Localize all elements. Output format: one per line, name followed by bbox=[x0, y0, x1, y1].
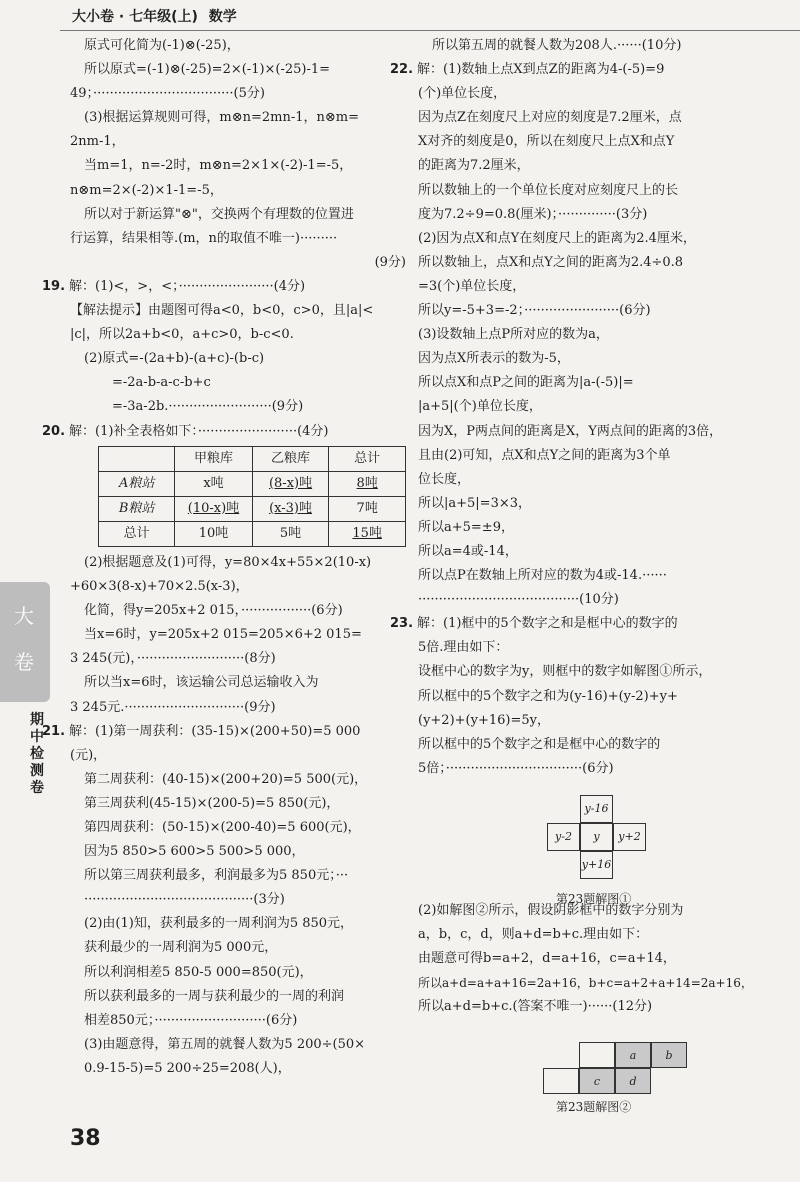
table-header-row: 甲粮库 乙粮库 总计 bbox=[99, 446, 406, 471]
question-23: 23. 解：(1)框中的5个数字之和是框中心的数字的 bbox=[418, 612, 794, 636]
question-number: 23. bbox=[390, 616, 414, 632]
cell-bottom: y+16 bbox=[580, 851, 613, 879]
text-line: 所以当x=6时，该运输公司总运输收入为 bbox=[84, 675, 319, 691]
cell-c: c bbox=[579, 1068, 615, 1094]
cell-center: y bbox=[580, 823, 613, 851]
text-line: 所以框中的5个数字之和为(y-16)+(y-2)+y+ bbox=[418, 688, 678, 704]
text-line: (2)根据题意及(1)可得，y=80×4x+55×2(10-x) bbox=[84, 554, 372, 570]
text-line: =-3a-2b.·························(9分) bbox=[112, 399, 304, 415]
text-line: 且由(2)可知，点X和点Y之间的距离为3个单 bbox=[418, 447, 671, 463]
table-row: B粮站 (10-x)吨 (x-3)吨 7吨 bbox=[99, 496, 406, 521]
page-header bbox=[72, 6, 243, 26]
table-row: A粮站 x吨 (8-x)吨 8吨 bbox=[99, 471, 406, 496]
text-line: (2)因为点X和点Y在刻度尺上的距离为2.4厘米， bbox=[418, 230, 696, 246]
text-line: 所以框中的5个数字之和是框中心的数字的 bbox=[418, 736, 661, 752]
side-tab-char: 大 bbox=[14, 604, 34, 628]
side-tab-char: 卷 bbox=[14, 650, 34, 674]
text-line: 由题意可得b=a+2，d=a+16，c=a+14， bbox=[418, 951, 676, 967]
text-line: 化简，得y=205x+2 015，·················(6分) bbox=[84, 603, 343, 619]
text-line: 所以数轴上的一个单位长度对应刻度尺上的长 bbox=[418, 182, 679, 198]
text-line: (2)如解图②所示，假设阴影框中的数字分别为 bbox=[418, 902, 684, 918]
text-line: |c|，所以2a+b<0，a+c>0，b-c<0. bbox=[70, 327, 294, 343]
text-line: 所以点X和点P之间的距离为|a-(-5)|= bbox=[418, 375, 634, 391]
text-line: (2)由(1)知，获利最多的一周利润为5 850元， bbox=[84, 916, 354, 932]
figure-1-caption: 第23题解图① bbox=[556, 892, 632, 906]
side-tab bbox=[0, 582, 50, 702]
text-line: 相差850元；···························(6分) bbox=[84, 1012, 298, 1028]
cell-right: y+2 bbox=[613, 823, 646, 851]
cell-b: b bbox=[651, 1042, 687, 1068]
cell-left: y-2 bbox=[547, 823, 580, 851]
text-line: 所以点P在数轴上所对应的数为4或-14.······ bbox=[418, 568, 667, 584]
cell-blank bbox=[543, 1068, 579, 1094]
text-line: 第三周获利(45-15)×(200-5)=5 850(元)， bbox=[84, 795, 340, 811]
header-rule bbox=[60, 30, 800, 31]
text-line: |a+5|(个)单位长度， bbox=[418, 399, 542, 415]
text-line: 所以获利最多的一周与获利最少的一周的利润 bbox=[84, 988, 345, 1004]
text-line: =3(个)单位长度， bbox=[418, 278, 526, 294]
text-line: 所以a+5=±9， bbox=[418, 519, 514, 535]
question-21: 21. 解：(1)第一周获利：(35-15)×(200+50)=5 000 bbox=[70, 720, 406, 744]
question-number: 22. bbox=[390, 62, 414, 78]
text-line: 第四周获利：(50-15)×(200-40)=5 600(元)， bbox=[84, 820, 361, 835]
page-number: 38 bbox=[70, 1126, 101, 1151]
cell-a: a bbox=[615, 1042, 651, 1068]
text-line: 因为X，P两点间的距离是X，Y两点间的距离的3倍， bbox=[418, 423, 723, 439]
text-line: ·······································(10分) bbox=[418, 592, 619, 608]
text-line: 行运算，结果相等.(m，n的取值不唯一)········· bbox=[70, 230, 338, 246]
cell-top: y-16 bbox=[580, 795, 613, 823]
subject-title: 数学 bbox=[208, 9, 237, 25]
table-row: 总计 10吨 5吨 15吨 bbox=[99, 521, 406, 546]
text-line: 度为7.2÷9=0.8(厘米)；··············(3分) bbox=[418, 206, 648, 222]
question-number: 19. bbox=[42, 278, 66, 294]
figure-2-caption: 第23题解图② bbox=[556, 1100, 632, 1114]
text-line: =-2a-b-a-c-b+c bbox=[112, 375, 211, 391]
text-line: ·········································(3分) bbox=[84, 892, 285, 908]
question-20: 20. 解：(1)补全表格如下：························(4分) bbox=[70, 420, 406, 444]
text-line: 位长度， bbox=[418, 471, 471, 487]
text-line: 因为点Z在刻度尺上对应的刻度是7.2厘米，点 bbox=[418, 110, 682, 126]
text-line: X对齐的刻度是0，所以在刻度尺上点X和点Y bbox=[418, 134, 675, 150]
side-section-label: 期中检测卷 bbox=[30, 712, 44, 796]
text-line: 所以a+d=a+a+16=2a+16，b+c=a+2+a+14=2a+16， bbox=[418, 976, 753, 991]
text-line: (y+2)+(y+16)=5y， bbox=[418, 712, 550, 728]
text-line: 所以a=4或-14， bbox=[418, 543, 518, 559]
text-line: 所以第三周获利最多，利润最多为5 850元；··· bbox=[84, 868, 349, 884]
text-line: (个)单位长度， bbox=[418, 86, 507, 102]
text-line: 因为5 850>5 600>5 500>5 000， bbox=[84, 844, 305, 860]
text-line: 5倍.理由如下： bbox=[418, 640, 509, 656]
text-line: (元)， bbox=[70, 747, 107, 763]
text-line: 原式可化简为(-1)⊗(-25)， bbox=[84, 38, 240, 53]
text-line: 获利最少的一周利润为5 000元， bbox=[84, 940, 278, 956]
cell-d: d bbox=[615, 1068, 651, 1094]
text-line: 所以利润相差5 850-5 000=850(元)， bbox=[84, 964, 313, 980]
text-line: 所以第五周的就餐人数为208人.······(10分) bbox=[432, 38, 682, 53]
text-line: a，b，c，d，则a+d=b+c.理由如下： bbox=[418, 927, 649, 942]
text-line: 因为点X所表示的数为-5， bbox=[418, 351, 570, 367]
text-line: 所以原式=(-1)⊗(-25)=2×(-1)×(-25)-1= bbox=[84, 62, 331, 78]
text-line: (9分) bbox=[374, 254, 406, 270]
question-number: 20. bbox=[42, 423, 66, 439]
text-line: 3 245元.·····························(9分) bbox=[70, 699, 276, 715]
left-column bbox=[42, 34, 406, 1081]
text-line: 设框中心的数字为y，则框中的数字如解图①所示， bbox=[418, 664, 712, 680]
text-line: 所以对于新运算"⊗"，交换两个有理数的位置进 bbox=[84, 206, 354, 222]
grain-table bbox=[98, 446, 406, 547]
text-line: 当m=1，n=-2时，m⊗n=2×1×(-2)-1=-5， bbox=[84, 158, 353, 174]
text-line: (3)根据运算规则可得，m⊗n=2mn-1，n⊗m= bbox=[84, 110, 360, 126]
text-line: (3)由题意得，第五周的就餐人数为5 200÷(50× bbox=[84, 1036, 366, 1052]
text-line: 所以数轴上，点X和点Y之间的距离为2.4÷0.8 bbox=[418, 254, 684, 270]
text-line: +60×3(8-x)+70×2.5(x-3)， bbox=[70, 579, 249, 595]
question-22: 22. 解：(1)数轴上点X到点Z的距离为4-(-5)=9 bbox=[418, 58, 794, 82]
text-line: 【解法提示】由题图可得a<0，b<0，c>0，且|a|< bbox=[70, 303, 374, 319]
text-line: 49；··································(5分) bbox=[70, 86, 265, 102]
cell-blank bbox=[579, 1042, 615, 1068]
text-line: (2)原式=-(2a+b)-(a+c)-(b-c) bbox=[84, 351, 265, 367]
text-line: 所以a+d=b+c.(答案不唯一)······(12分) bbox=[418, 999, 653, 1015]
text-line: 0.9-15-5)=5 200÷25=208(人)， bbox=[84, 1060, 291, 1076]
text-line: 所以y=-5+3=-2；·······················(6分) bbox=[418, 303, 651, 319]
text-line: 2nm-1， bbox=[70, 134, 125, 150]
question-19: 19. 解：(1)<，>，<；·······················(4分) bbox=[70, 275, 406, 299]
text-line: 第二周获利：(40-15)×(200+20)=5 500(元)， bbox=[84, 771, 368, 787]
text-line: 当x=6时，y=205x+2 015=205×6+2 015= bbox=[84, 627, 362, 643]
question-number: 21. bbox=[42, 723, 66, 739]
series-title: 大小卷 · 七年级(上) bbox=[72, 9, 198, 25]
text-line: 3 245(元)，··························(8分) bbox=[70, 651, 276, 667]
text-line: (3)设数轴上点P所对应的数为a， bbox=[418, 327, 609, 343]
text-line: 的距离为7.2厘米， bbox=[418, 158, 530, 174]
text-line: 5倍；·································(6分) bbox=[418, 760, 614, 776]
text-line: n⊗m=2×(-2)×1-1=-5， bbox=[70, 182, 223, 198]
text-line: 所以|a+5|=3×3， bbox=[418, 495, 532, 511]
